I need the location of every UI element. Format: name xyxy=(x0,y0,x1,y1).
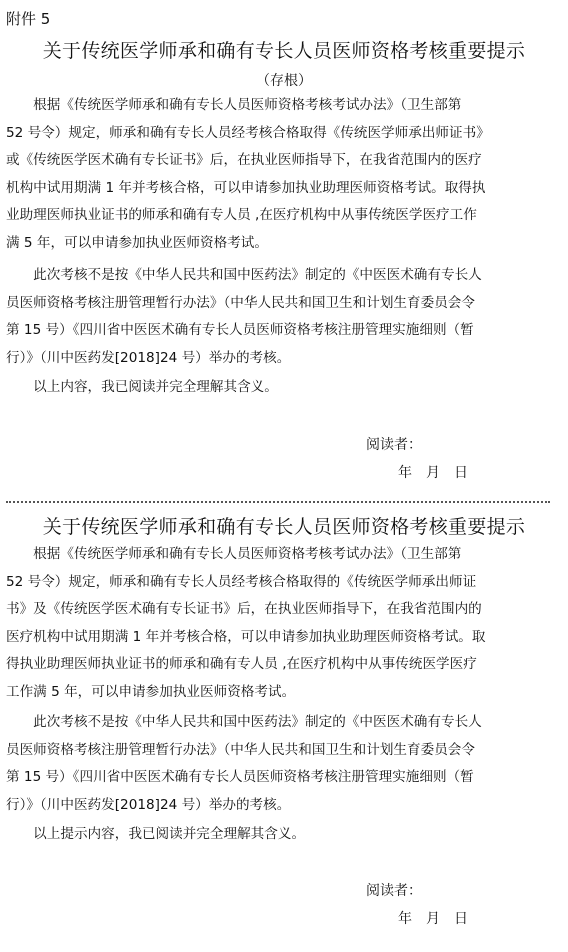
text-line: 行）》（川中医药发[2018]24 号）举办的考核。 xyxy=(6,796,291,813)
section1-paragraph-2 xyxy=(6,262,560,372)
text-line: 此次考核不是按《中华人民共和国中医药法》制定的《中医医术确有专长人 xyxy=(6,267,482,283)
section1-paragraph-1 xyxy=(6,92,560,257)
section2-reader-label: 阅读者： xyxy=(366,883,422,899)
text-line: 52 号令）规定，师承和确有专长人员经考核合格取得的《传统医学师承出师证 xyxy=(6,573,477,590)
text-line: 工作满 5 年，可以申请参加执业医师资格考试。 xyxy=(6,683,296,700)
text-line: 得执业助理医师执业证书的师承和确有专人员 ,在医疗机构中从事传统医学医疗 xyxy=(6,656,477,672)
text-line: 第 15 号）《四川省中医医术确有专长人员医师资格考核注册管理实施细则（暂 xyxy=(6,322,474,338)
text-line: 或《传统医学医术确有专长证书》后，在执业医师指导下，在我省范围内的医疗 xyxy=(6,152,482,168)
text-line: 根据《传统医学师承和确有专长人员医师资格考核考试办法》（卫生部第 xyxy=(6,97,462,113)
section2-paragraph-3 xyxy=(6,821,560,849)
text-line: 52 号令）规定，师承和确有专长人员经考核合格取得《传统医学师承出师证书》 xyxy=(6,124,490,141)
section2-date-label: 年 月 日 xyxy=(398,911,468,927)
tear-off-divider xyxy=(6,501,550,503)
section1-reader-label: 阅读者： xyxy=(366,437,422,453)
section2-paragraph-1 xyxy=(6,541,560,706)
text-line: 根据《传统医学师承和确有专长人员医师资格考核考试办法》（卫生部第 xyxy=(6,546,462,562)
text-line: 员医师资格考核注册管理暂行办法》（中华人民共和国卫生和计划生育委员会令 xyxy=(6,741,475,758)
text-line: 第 15 号）《四川省中医医术确有专长人员医师资格考核注册管理实施细则（暂 xyxy=(6,769,474,785)
section1-subtitle: （存根） xyxy=(256,73,312,89)
text-line: 机构中试用期满 1 年并考核合格，可以申请参加执业助理医师资格考试。取得执 xyxy=(6,179,486,196)
section1-title: 关于传统医学师承和确有专长人员医师资格考核重要提示 xyxy=(42,40,526,62)
section1-paragraph-3 xyxy=(6,374,560,402)
text-line: 书》及《传统医学医术确有专长证书》后，在执业医师指导下，在我省范围内的 xyxy=(6,601,482,617)
text-line: 以上内容，我已阅读并完全理解其含义。 xyxy=(6,379,278,395)
attachment-tag: 附件 5 xyxy=(6,10,51,28)
text-line: 满 5 年，可以申请参加执业医师资格考试。 xyxy=(6,234,268,251)
text-line: 行）》（川中医药发[2018]24 号）举办的考核。 xyxy=(6,349,291,366)
text-line: 业助理医师执业证书的师承和确有专人员 ,在医疗机构中从事传统医学医疗工作 xyxy=(6,207,477,223)
text-line: 以上提示内容，我已阅读并完全理解其含义。 xyxy=(6,826,306,842)
text-line: 此次考核不是按《中华人民共和国中医药法》制定的《中医医术确有专长人 xyxy=(6,714,482,730)
text-line: 医疗机构中试用期满 1 年并考核合格，可以申请参加执业助理医师资格考试。取 xyxy=(6,628,486,645)
section2-title: 关于传统医学师承和确有专长人员医师资格考核重要提示 xyxy=(42,516,526,538)
section2-paragraph-2 xyxy=(6,709,560,819)
text-line: 员医师资格考核注册管理暂行办法》（中华人民共和国卫生和计划生育委员会令 xyxy=(6,294,475,311)
section1-date-label: 年 月 日 xyxy=(398,465,468,481)
